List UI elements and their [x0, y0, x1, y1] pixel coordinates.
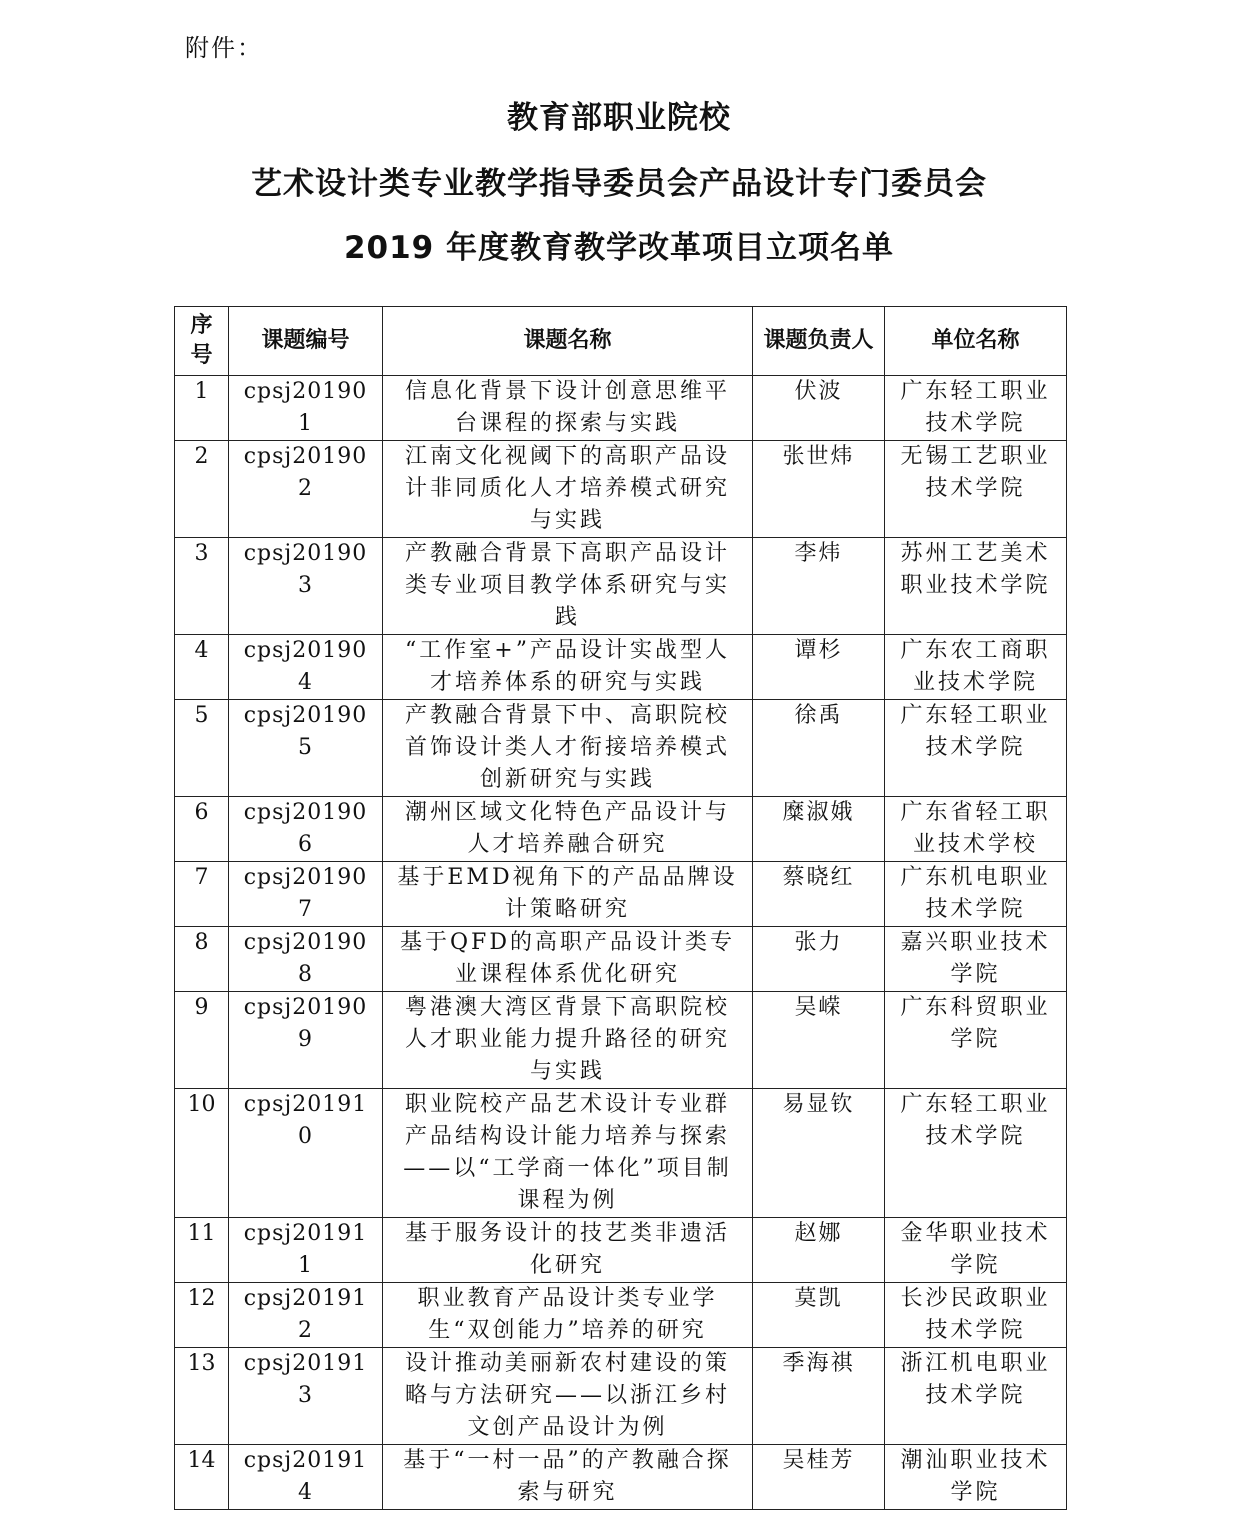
title-line-3: 2019 年度教育教学改革项目立项名单	[343, 230, 895, 266]
cell-project-name: 基于QFD的高职产品设计类专业课程体系优化研究	[383, 927, 753, 992]
cell-project-name: 职业教育产品设计类专业学生“双创能力”培养的研究	[383, 1283, 753, 1348]
cell-leader: 蔡晓红	[753, 862, 885, 927]
cell-leader: 易显钦	[753, 1089, 885, 1218]
cell-project-code: cpsj201902	[229, 441, 383, 538]
cell-unit: 无锡工艺职业技术学院	[885, 441, 1067, 538]
cell-project-name: 粤港澳大湾区背景下高职院校人才职业能力提升路径的研究与实践	[383, 992, 753, 1089]
table-row	[175, 376, 1067, 441]
cell-seq: 9	[175, 992, 229, 1089]
table-row	[175, 441, 1067, 538]
header-unit: 单位名称	[885, 307, 1067, 376]
attachment-label: 附件：	[185, 34, 263, 62]
cell-unit: 广东农工商职业技术学院	[885, 635, 1067, 700]
table-row	[175, 538, 1067, 635]
cell-leader: 伏波	[753, 376, 885, 441]
cell-seq: 6	[175, 797, 229, 862]
cell-seq: 11	[175, 1218, 229, 1283]
cell-project-code: cpsj201905	[229, 700, 383, 797]
table-row	[175, 700, 1067, 797]
table-row	[175, 1445, 1067, 1510]
table-row	[175, 1089, 1067, 1218]
table-row	[175, 1283, 1067, 1348]
cell-seq: 10	[175, 1089, 229, 1218]
table-row	[175, 1218, 1067, 1283]
cell-unit: 苏州工艺美术职业技术学院	[885, 538, 1067, 635]
cell-project-code: cpsj201910	[229, 1089, 383, 1218]
cell-leader: 季海祺	[753, 1348, 885, 1445]
cell-seq: 13	[175, 1348, 229, 1445]
cell-unit: 潮汕职业技术学院	[885, 1445, 1067, 1510]
cell-leader: 莫凯	[753, 1283, 885, 1348]
cell-project-name: 设计推动美丽新农村建设的策略与方法研究——以浙江乡村文创产品设计为例	[383, 1348, 753, 1445]
cell-unit: 广东轻工职业技术学院	[885, 1089, 1067, 1218]
cell-unit: 广东省轻工职业技术学校	[885, 797, 1067, 862]
cell-leader: 张世炜	[753, 441, 885, 538]
cell-leader: 吴嵘	[753, 992, 885, 1089]
cell-project-code: cpsj201912	[229, 1283, 383, 1348]
cell-unit: 金华职业技术学院	[885, 1218, 1067, 1283]
table-row	[175, 635, 1067, 700]
cell-unit: 广东科贸职业学院	[885, 992, 1067, 1089]
cell-project-code: cpsj201907	[229, 862, 383, 927]
header-code: 课题编号	[229, 307, 383, 376]
cell-project-code: cpsj201903	[229, 538, 383, 635]
cell-leader: 徐禹	[753, 700, 885, 797]
table-row	[175, 1348, 1067, 1445]
header-seq: 序号	[175, 307, 229, 376]
cell-project-code: cpsj201906	[229, 797, 383, 862]
cell-seq: 8	[175, 927, 229, 992]
project-table	[174, 306, 1067, 1510]
header-name: 课题名称	[383, 307, 753, 376]
cell-unit: 广东轻工职业技术学院	[885, 376, 1067, 441]
cell-leader: 赵娜	[753, 1218, 885, 1283]
cell-project-name: 职业院校产品艺术设计专业群产品结构设计能力培养与探索——以“工学商一体化”项目制课程为例	[383, 1089, 753, 1218]
cell-project-code: cpsj201908	[229, 927, 383, 992]
table-row	[175, 927, 1067, 992]
header-leader: 课题负责人	[753, 307, 885, 376]
cell-project-code: cpsj201904	[229, 635, 383, 700]
title-line-2: 艺术设计类专业教学指导委员会产品设计专门委员会	[251, 166, 987, 202]
cell-project-code: cpsj201914	[229, 1445, 383, 1510]
cell-seq: 14	[175, 1445, 229, 1510]
cell-project-name: 潮州区域文化特色产品设计与人才培养融合研究	[383, 797, 753, 862]
cell-project-name: 江南文化视阈下的高职产品设计非同质化人才培养模式研究与实践	[383, 441, 753, 538]
cell-project-name: 基于EMD视角下的产品品牌设计策略研究	[383, 862, 753, 927]
cell-unit: 广东轻工职业技术学院	[885, 700, 1067, 797]
cell-leader: 吴桂芳	[753, 1445, 885, 1510]
table-row	[175, 797, 1067, 862]
cell-project-name: 产教融合背景下中、高职院校首饰设计类人才衔接培养模式创新研究与实践	[383, 700, 753, 797]
cell-project-code: cpsj201901	[229, 376, 383, 441]
cell-unit: 广东机电职业技术学院	[885, 862, 1067, 927]
cell-seq: 12	[175, 1283, 229, 1348]
cell-project-name: 产教融合背景下高职产品设计类专业项目教学体系研究与实践	[383, 538, 753, 635]
cell-project-code: cpsj201909	[229, 992, 383, 1089]
table-row	[175, 862, 1067, 927]
cell-leader: 张力	[753, 927, 885, 992]
cell-unit: 长沙民政职业技术学院	[885, 1283, 1067, 1348]
cell-project-name: 信息化背景下设计创意思维平台课程的探索与实践	[383, 376, 753, 441]
cell-seq: 2	[175, 441, 229, 538]
cell-project-name: 基于服务设计的技艺类非遗活化研究	[383, 1218, 753, 1283]
table-header-row	[175, 307, 1067, 376]
cell-seq: 1	[175, 376, 229, 441]
cell-unit: 浙江机电职业技术学院	[885, 1348, 1067, 1445]
cell-project-code: cpsj201911	[229, 1218, 383, 1283]
cell-seq: 7	[175, 862, 229, 927]
table-row	[175, 992, 1067, 1089]
title-line-1: 教育部职业院校	[507, 100, 731, 136]
cell-project-name: 基于“一村一品”的产教融合探索与研究	[383, 1445, 753, 1510]
cell-project-code: cpsj201913	[229, 1348, 383, 1445]
cell-leader: 糜淑娥	[753, 797, 885, 862]
cell-leader: 李炜	[753, 538, 885, 635]
cell-leader: 谭杉	[753, 635, 885, 700]
cell-seq: 3	[175, 538, 229, 635]
cell-project-name: “工作室+”产品设计实战型人才培养体系的研究与实践	[383, 635, 753, 700]
cell-unit: 嘉兴职业技术学院	[885, 927, 1067, 992]
cell-seq: 4	[175, 635, 229, 700]
cell-seq: 5	[175, 700, 229, 797]
table-body	[175, 376, 1067, 1510]
